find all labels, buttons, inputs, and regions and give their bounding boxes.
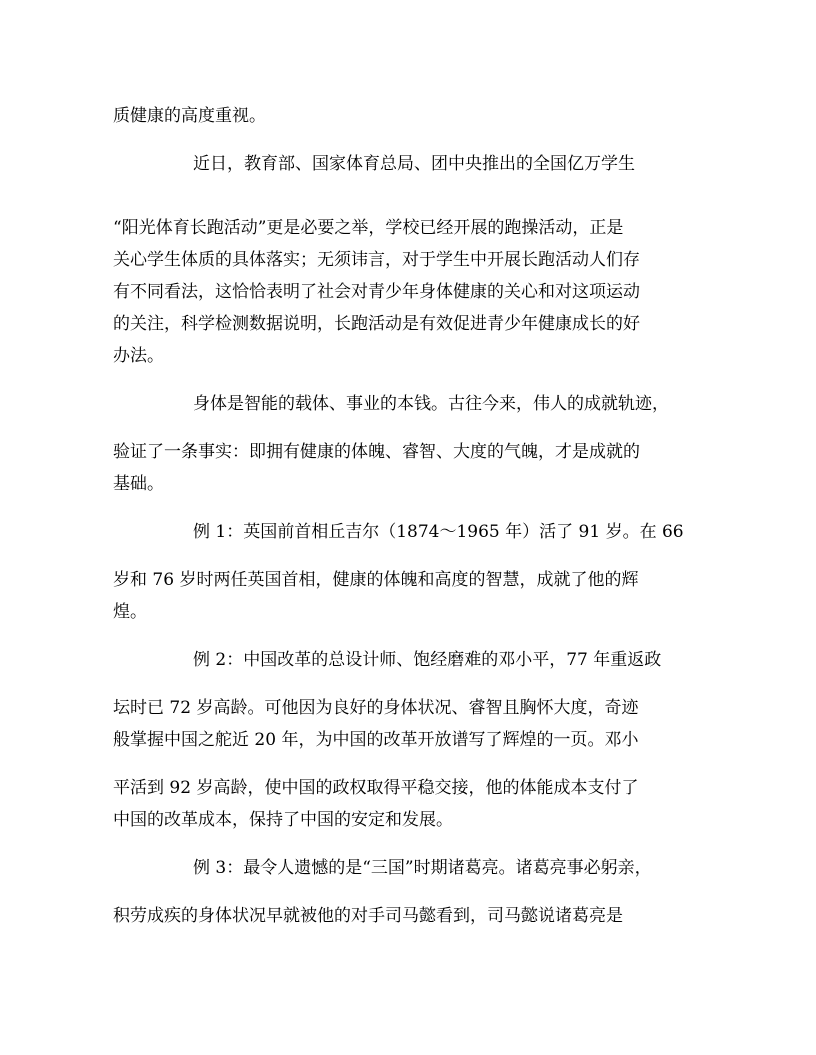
text-line: 例 2：中国改革的总设计师、饱经磨难的邓小平，77 年重返政 [193,650,662,670]
text-line: 例 3：最令人遗憾的是“三国”时期诸葛亮。诸葛亮事必躬亲， [193,858,652,878]
text-line: 近日，教育部、国家体育总局、团中央推出的全国亿万学生 [193,154,635,174]
text-line: 中国的改革成本，保持了中国的安定和发展。 [113,810,453,830]
text-line: 岁和 76 岁时两任英国首相，健康的体魄和高度的智慧，成就了他的辉 [113,570,639,590]
text-line: 验证了一条事实：即拥有健康的体魄、睿智、大度的气魄，才是成就的 [113,442,640,462]
text-line: 坛时已 72 岁高龄。可他因为良好的身体状况、睿智且胸怀大度，奇迹 [113,698,639,718]
text-line: 煌。 [113,602,147,622]
text-line: 有不同看法，这恰恰表明了社会对青少年身体健康的关心和对这项运动 [113,282,640,302]
text-line: 般掌握中国之舵近 20 年，为中国的改革开放谱写了辉煌的一页。邓小 [113,730,639,750]
text-line: 积劳成疾的身体状况早就被他的对手司马懿看到，司马懿说诸葛亮是 [113,906,623,926]
text-line: 例 1：英国前首相丘吉尔（1874～1965 年）活了 91 岁。在 66 [193,522,684,542]
text-line: 平活到 92 岁高龄，使中国的政权取得平稳交接，他的体能成本支付了 [113,778,639,798]
text-line: 基础。 [113,474,164,494]
text-line: 身体是智能的载体、事业的本钱。古往今来，伟人的成就轨迹， [193,394,669,414]
text-line: 质健康的高度重视。 [113,106,266,126]
text-line: 关心学生体质的具体落实；无须讳言，对于学生中开展长跑活动人们存 [113,250,640,270]
text-line: 办法。 [113,346,164,366]
text-line: “阳光体育长跑活动”更是必要之举，学校已经开展的跑操活动，正是 [113,218,624,238]
text-line: 的关注，科学检测数据说明，长跑活动是有效促进青少年健康成长的好 [113,314,640,334]
